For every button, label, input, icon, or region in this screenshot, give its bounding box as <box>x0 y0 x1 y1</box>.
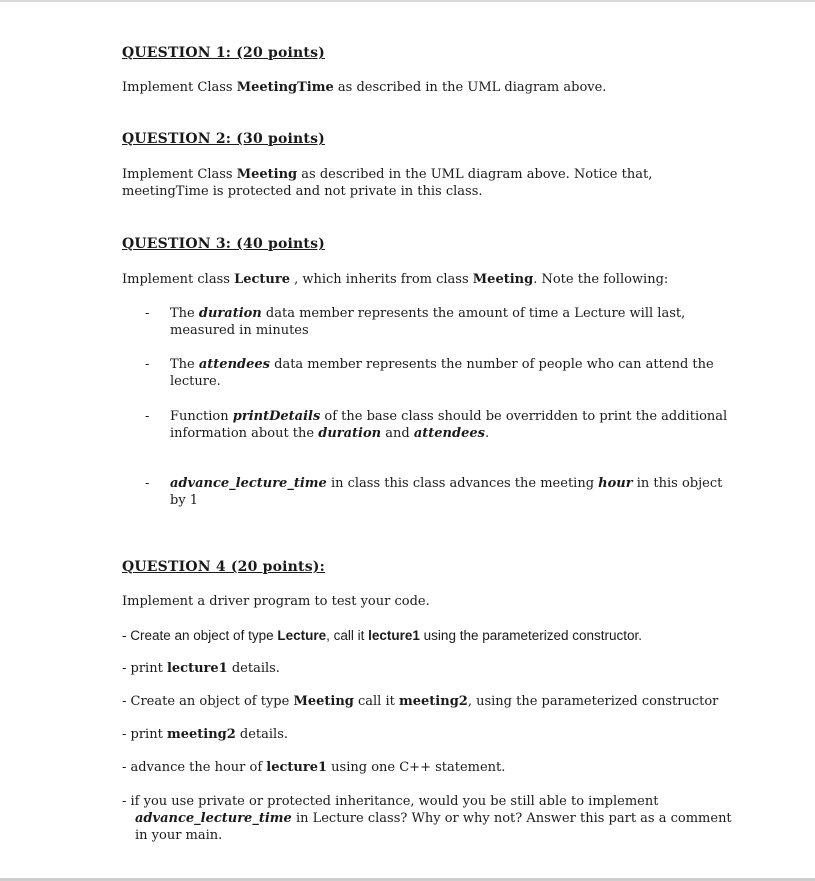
step-text-part: in Lecture class? Why or why not? Answer this part as a comment <box>291 811 732 826</box>
step-bold-term: lecture1 <box>368 628 420 643</box>
q2-text-part: as described in the UML diagram above. Notice that, <box>297 167 653 182</box>
step-text-part: - print <box>122 727 167 742</box>
q2-text-part: Implement Class <box>122 167 237 182</box>
step-text-part: - advance the hour of <box>122 760 267 775</box>
step-advance-hour <box>122 759 505 776</box>
step-line <box>122 810 732 827</box>
step-create-lecture <box>122 627 642 644</box>
term-duration: duration <box>198 306 262 321</box>
step-bold-term: Meeting <box>293 694 354 709</box>
q2-line-1 <box>122 166 702 183</box>
bullet-text-part: . <box>484 426 490 441</box>
bullet-line: measured in minutes <box>170 323 309 338</box>
question-1-heading: QUESTION 1: (20 points) <box>122 45 325 61</box>
question-1-text <box>122 79 702 96</box>
term-hour: hour <box>598 476 633 491</box>
bullet-dash: - <box>145 409 150 424</box>
bullet-text-part: in this object <box>632 476 723 491</box>
step-bold-term: lecture1 <box>266 760 328 775</box>
bullet-text-part: and <box>381 426 414 441</box>
step-bold-term: meeting2 <box>166 727 236 742</box>
term-attendees: attendees <box>413 426 485 441</box>
bullet-attendees-text <box>170 356 714 390</box>
bullet-line <box>170 475 723 492</box>
question-3-heading: QUESTION 3: (40 points) <box>122 236 325 252</box>
term-advance-lecture-time: advance_lecture_time <box>135 811 292 826</box>
page-top-border <box>0 0 815 2</box>
q1-text-part: Implement Class <box>122 80 237 95</box>
q3-text-part: Implement class <box>122 272 235 287</box>
bullet-line: by 1 <box>170 493 199 508</box>
bullet-text-part: data member represents the number of people who can attend the <box>269 357 714 372</box>
bullet-dash: - <box>145 306 150 321</box>
step-text-part: call it <box>353 694 399 709</box>
bullet-text-part: information about the <box>170 426 319 441</box>
bullet-line: lecture. <box>170 374 221 389</box>
step-text-part: details. <box>235 727 289 742</box>
bullet-text-part: data member represents the amount of time a Lecture will last, <box>261 306 686 321</box>
step-create-meeting <box>122 693 718 710</box>
bullet-text-part: of the base class should be overridden to print the additional <box>320 409 728 424</box>
step-text-part: , call it <box>326 628 369 643</box>
bullet-line <box>170 305 700 322</box>
bullet-line <box>170 408 728 425</box>
bullet-dash: - <box>145 357 150 372</box>
term-print-details: printDetails <box>232 409 321 424</box>
step-text-part: details. <box>227 661 280 676</box>
bullet-text-part: in class this class advances the meeting <box>326 476 599 491</box>
step-text-part: using the parameterized constructor. <box>419 628 643 643</box>
bullet-text-part: The <box>170 306 199 321</box>
step-line: - if you use private or protected inheritance, would you be still able to implement <box>122 794 659 809</box>
step-text-part: - Create an object of type <box>122 694 294 709</box>
step-bold-term: lecture1 <box>166 661 228 676</box>
question-4-heading: QUESTION 4 (20 points): <box>122 559 325 575</box>
bullet-print-details-text <box>170 408 728 442</box>
step-inheritance-question <box>122 793 732 844</box>
q2-line-2: meetingTime is protected and not private in this class. <box>122 184 483 199</box>
q1-class-name: MeetingTime <box>236 80 334 95</box>
step-bold-term: Lecture <box>277 628 327 643</box>
step-text-part: - Create an object of type <box>122 628 278 643</box>
term-advance-lecture-time: advance_lecture_time <box>170 476 327 491</box>
q3-class-lecture: Lecture <box>234 272 290 287</box>
step-print-meeting2 <box>122 726 288 743</box>
bullet-text-part: The <box>170 357 199 372</box>
question-4-intro: Implement a driver program to test your code. <box>122 594 430 609</box>
q1-text-part: as described in the UML diagram above. <box>333 80 607 95</box>
term-attendees: attendees <box>198 357 270 372</box>
term-duration: duration <box>318 426 382 441</box>
step-line: in your main. <box>135 828 223 843</box>
step-text-part: - print <box>122 661 167 676</box>
bullet-dash: - <box>145 476 150 491</box>
bullet-duration-text <box>170 305 700 339</box>
step-bold-term: meeting2 <box>399 694 468 709</box>
step-print-lecture1 <box>122 660 280 677</box>
step-text-part: , using the parameterized constructor <box>467 694 719 709</box>
question-3-intro <box>122 271 702 288</box>
question-2-heading: QUESTION 2: (30 points) <box>122 131 325 147</box>
step-text-part: using one C++ statement. <box>327 760 506 775</box>
q3-text-part: , which inherits from class <box>289 272 473 287</box>
bullet-line <box>170 356 714 373</box>
question-2-text <box>122 166 702 200</box>
bullet-advance-text <box>170 475 723 509</box>
q3-text-part: . Note the following: <box>533 272 669 287</box>
q2-class-name: Meeting <box>236 167 298 182</box>
bullet-text-part: Function <box>170 409 233 424</box>
bullet-line <box>170 425 700 442</box>
q3-class-meeting: Meeting <box>472 272 534 287</box>
